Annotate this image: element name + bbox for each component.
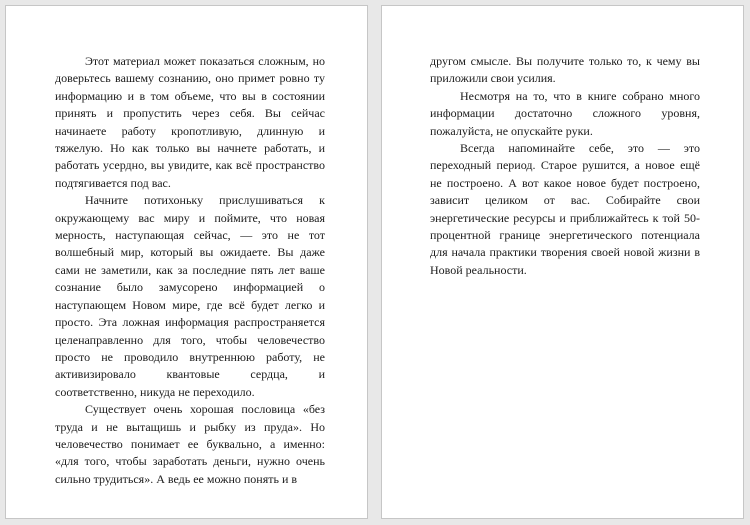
paragraph: Всегда напоминайте себе, это — это переходный период. Старое рушится, а новое ещё не построено. А вот какое новое будет построено, зависит целиком от вас. Собирайте свои энергетические ресурсы и приближайтесь к той 50-процентной границе энергетического потенциала для начала практики творения своей новой жизни в Новой реальности. bbox=[430, 141, 700, 277]
page-text bbox=[55, 53, 325, 488]
page-left bbox=[5, 5, 368, 519]
paragraph: Существует очень хорошая пословица «без труда и не вытащишь и рыбку из пруда». Но человечество понимает ее буквально, а именно: «для того, чтобы заработать деньги, нужно очень сильно трудиться». А ведь ее можно понять и в bbox=[55, 402, 325, 486]
paragraph: Несмотря на то, что в книге собрано много информации достаточно сложного уровня, пожалуйста, не опускайте руки. bbox=[430, 88, 700, 138]
paragraph: другом смысле. Вы получите только то, к чему вы приложили свои усилия. bbox=[430, 54, 700, 86]
page-text bbox=[430, 53, 700, 279]
page-right bbox=[381, 5, 744, 519]
paragraph: Этот материал может показаться сложным, но доверьтесь вашему сознанию, оно примет ровно ту информацию и в том объеме, что вы в состоянии принять и пропустить через себя. Вы сейчас начинаете работу кропотливую, длинную и тяжелую. Но как только вы начнете работать, и работать усердно, вы увидите, как всё пространство подтягивается под вас. bbox=[55, 54, 325, 190]
paragraph: Начните потихоньку прислушиваться к окружающему вас миру и поймите, что новая мерность, наступающая сейчас, — это не тот волшебный мир, который вы ожидаете. Вы даже сами не заметили, как за последние пять лет ваше сознание было замусорено информацией о наступающем Новом мире, где всё будет легко и просто. Эта ложная информация распространяется целенаправленно для того, чтобы человечество просто не проводило внутреннюю работу, не активизировало квантовые сердца, и соответственно, никуда не переходило. bbox=[55, 193, 325, 399]
